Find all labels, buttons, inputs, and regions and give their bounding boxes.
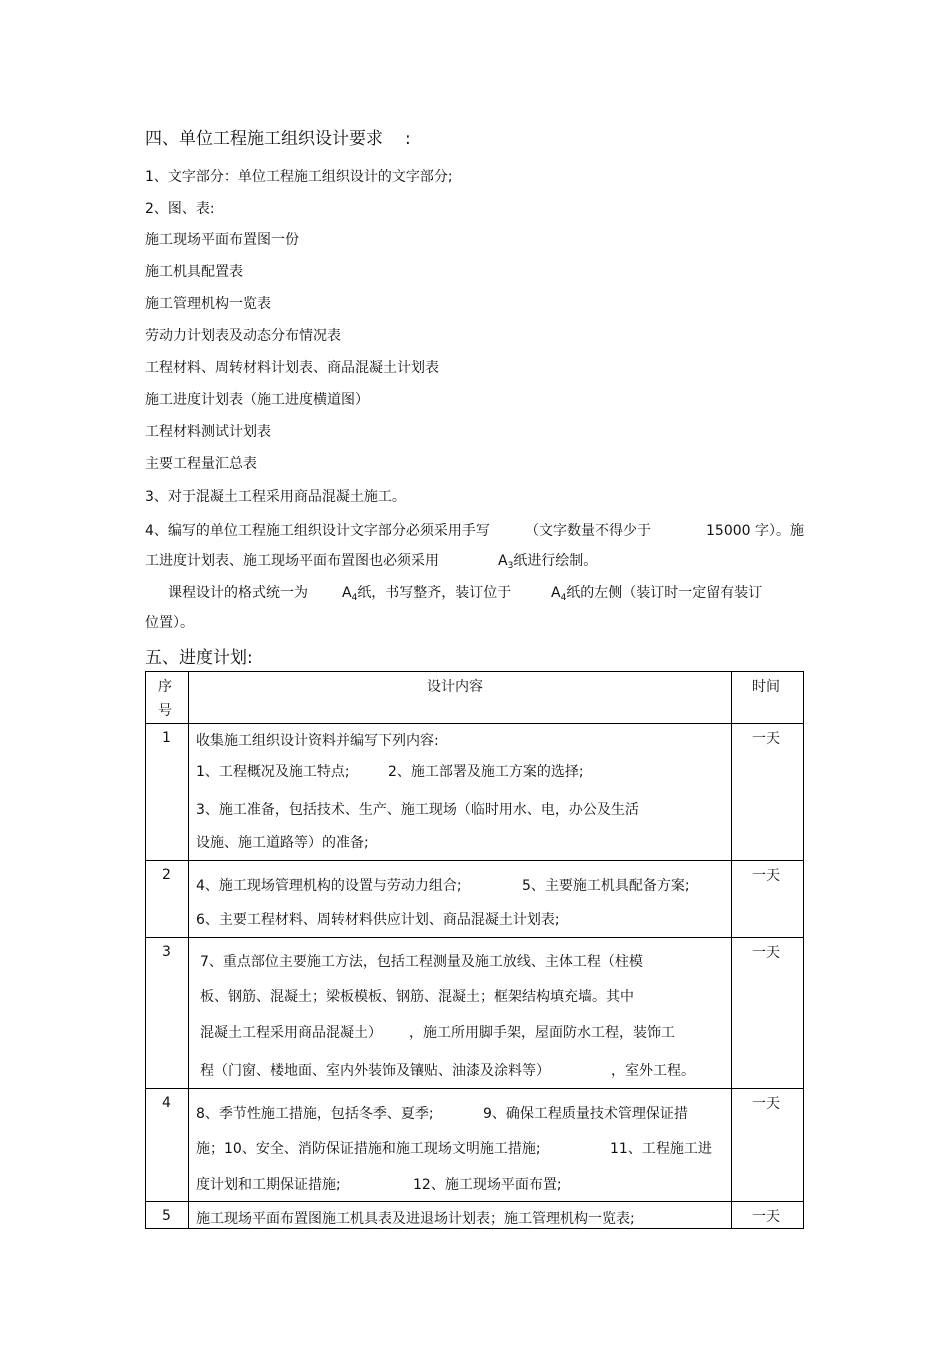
chart-list-item: 施工进度计划表（施工进度横道图） bbox=[145, 392, 369, 408]
row-content-line: 程（门窗、楼地面、室内外装饰及镶贴、油漆及涂料等） bbox=[200, 1063, 550, 1079]
header-cell-content: 设计内容 bbox=[189, 672, 732, 724]
req-item-4-part-e: $A_3$纸进行绘制。 bbox=[498, 553, 598, 571]
row-content-line: 12、施工现场平面布置; bbox=[413, 1177, 562, 1193]
header-cell-time: 时间 bbox=[732, 672, 804, 724]
req-item-4-part-d: 工进度计划表、施工现场平面布置图也必须采用 bbox=[145, 553, 439, 569]
row-number: 5 bbox=[162, 1208, 171, 1224]
table-row bbox=[146, 938, 804, 1089]
table-row bbox=[146, 861, 804, 938]
row-content-line: 6、主要工程材料、周转材料供应计划、商品混凝土计划表; bbox=[196, 912, 560, 928]
row-content-line: 板、钢筋、混凝土；梁板模板、钢筋、混凝土；框架结构填充墙。其中 bbox=[200, 989, 634, 1005]
chart-list-item: 劳动力计划表及动态分布情况表 bbox=[145, 328, 341, 344]
row-content-line: 收集施工组织设计资料并编写下列内容: bbox=[196, 733, 439, 749]
chart-list-item: 施工机具配置表 bbox=[145, 264, 243, 280]
row-content-line: 施工现场平面布置图施工机具表及进退场计划表；施工管理机构一览表; bbox=[196, 1211, 635, 1227]
format-part-d: $A_4$纸的左侧（装订时一定留有装订 bbox=[551, 585, 763, 603]
table-row bbox=[146, 1202, 804, 1229]
section4-title: 四、单位工程施工组织设计要求 : bbox=[145, 129, 411, 149]
row-time: 一天 bbox=[752, 1209, 780, 1225]
row-content-line: ，施工所用脚手架，屋面防水工程，装饰工 bbox=[409, 1025, 675, 1041]
table-row bbox=[146, 1089, 804, 1202]
row-content-line: 1、工程概况及施工特点; bbox=[196, 764, 350, 780]
chart-list-item: 施工现场平面布置图一份 bbox=[145, 232, 299, 248]
chart-list-item: 工程材料测试计划表 bbox=[145, 424, 271, 440]
row-time: 一天 bbox=[752, 1096, 780, 1112]
row-content-line: 度计划和工期保证措施; bbox=[196, 1177, 341, 1193]
schedule-table bbox=[145, 671, 804, 1229]
chart-list-item: 施工管理机构一览表 bbox=[145, 296, 271, 312]
row-number: 1 bbox=[162, 730, 171, 746]
req-item-4-part-b: （文字数量不得少于 bbox=[525, 523, 651, 539]
row-content-line: 11、工程施工进 bbox=[610, 1141, 712, 1157]
header-cell-no: 序 号 bbox=[146, 672, 189, 724]
req-item-4-part-c: 15000 字）。施 bbox=[706, 523, 804, 539]
row-time: 一天 bbox=[752, 868, 780, 884]
row-content-line: ，室外工程。 bbox=[611, 1063, 695, 1079]
row-content-line: 混凝土工程采用商品混凝土） bbox=[200, 1025, 382, 1041]
req-item-2: 2、图、表: bbox=[145, 201, 215, 217]
table-row bbox=[146, 724, 804, 861]
row-number: 2 bbox=[162, 867, 171, 883]
chart-list-item: 工程材料、周转材料计划表、商品混凝土计划表 bbox=[145, 360, 439, 376]
chart-list-item: 主要工程量汇总表 bbox=[145, 456, 257, 472]
req-item-1: 1、文字部分：单位工程施工组织设计的文字部分; bbox=[145, 169, 453, 185]
row-content-line: 施；10、安全、消防保证措施和施工现场文明施工措施; bbox=[196, 1141, 541, 1157]
row-content-line: 3、施工准备，包括技术、生产、施工现场（临时用水、电，办公及生活 bbox=[196, 802, 639, 818]
req-item-3: 3、对于混凝土工程采用商品混凝土施工。 bbox=[145, 489, 406, 505]
table-header-row bbox=[146, 672, 804, 724]
row-number: 4 bbox=[162, 1095, 171, 1111]
row-content-line: 2、施工部署及施工方案的选择; bbox=[388, 764, 584, 780]
req-item-4-part-a: 4、编写的单位工程施工组织设计文字部分必须采用手写 bbox=[145, 523, 490, 539]
format-part-f: 位置）。 bbox=[145, 615, 194, 631]
row-content-line: 设施、施工道路等）的准备; bbox=[196, 835, 369, 851]
row-time: 一天 bbox=[752, 731, 780, 747]
section5-title: 五、进度计划: bbox=[145, 648, 253, 668]
format-part-b: $A_4$纸，书写整齐，装订位于 bbox=[342, 585, 512, 603]
row-content-line: 5、主要施工机具配备方案; bbox=[522, 878, 690, 894]
row-content-line: 8、季节性施工措施，包括冬季、夏季; bbox=[196, 1106, 434, 1122]
row-content-line: 9、确保工程质量技术管理保证措 bbox=[483, 1106, 688, 1122]
format-part-a: 课程设计的格式统一为 bbox=[168, 585, 308, 601]
row-time: 一天 bbox=[752, 945, 780, 961]
row-number: 3 bbox=[162, 944, 171, 960]
row-content-line: 7、重点部位主要施工方法，包括工程测量及施工放线、主体工程（柱模 bbox=[200, 954, 643, 970]
row-content-line: 4、施工现场管理机构的设置与劳动力组合; bbox=[196, 878, 462, 894]
